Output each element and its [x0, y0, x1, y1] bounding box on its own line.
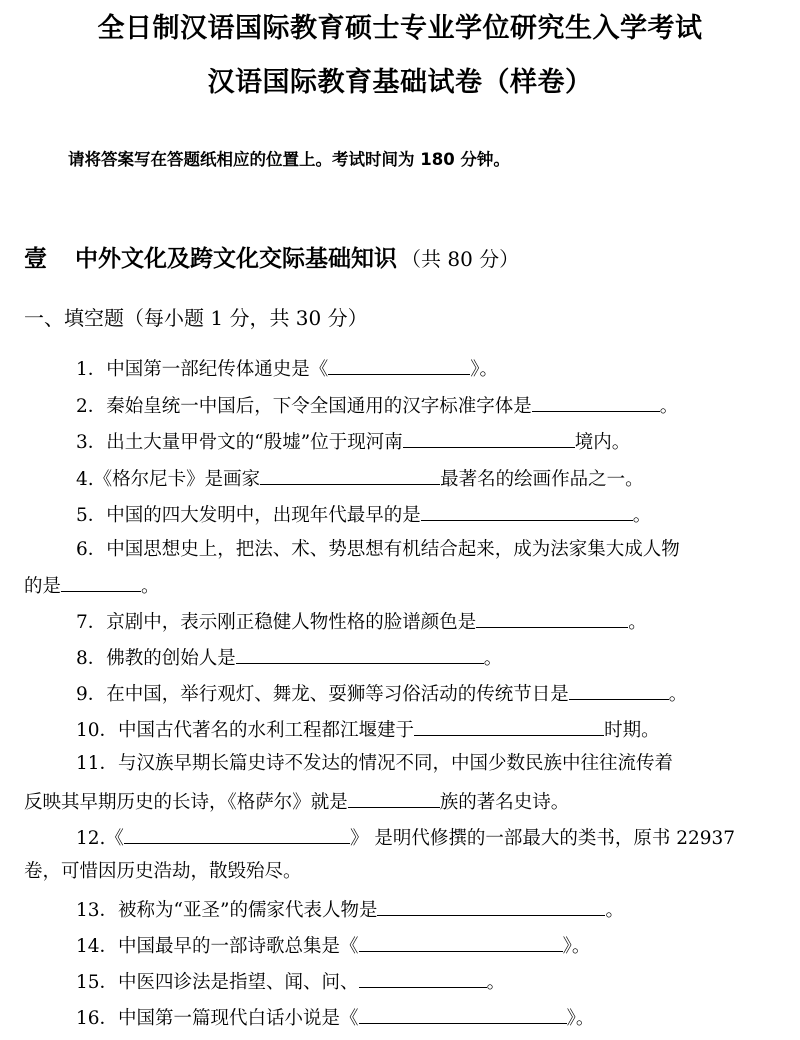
question-5: 5．中国的四大发明中，出现年代最早的是 。: [76, 501, 651, 528]
question-number: 12.: [76, 828, 106, 849]
paper-title: 汉语国际教育基础试卷（样卷）: [207, 67, 593, 98]
answer-blank[interactable]: [569, 680, 669, 700]
question-3: 3．出土大量甲骨文的“殷墟”位于现河南 境内。: [76, 428, 630, 455]
section-title: 中外文化及跨文化交际基础知识: [75, 246, 397, 272]
question-number: 5．: [76, 505, 107, 526]
question-15: 15．中医四诊法是指望、闻、问、 。: [76, 968, 505, 995]
answer-blank[interactable]: [377, 896, 605, 916]
question-16: 16．中国第一篇现代白话小说是《 》。: [76, 1004, 594, 1031]
question-number: 15．: [76, 972, 119, 993]
question-number: 16．: [76, 1008, 119, 1029]
question-number: 8．: [76, 648, 107, 669]
question-14: 14．中国最早的一部诗歌总集是《 》。: [76, 932, 590, 959]
question-number: 9．: [76, 684, 107, 705]
question-number: 6．: [76, 539, 107, 560]
answer-blank[interactable]: [476, 608, 628, 628]
answer-blank[interactable]: [348, 788, 440, 808]
question-12: 12.《 》 是明代修撰的一部最大的类书，原书 22937: [76, 824, 735, 851]
question-6: 6．中国思想史上，把法、术、势思想有机结合起来，成为法家集大成人物: [76, 539, 680, 560]
answer-blank[interactable]: [359, 932, 563, 952]
answer-blank[interactable]: [328, 355, 470, 375]
section-number: 壹: [24, 246, 47, 272]
question-number: 1．: [76, 359, 107, 380]
question-number: 2．: [76, 396, 107, 417]
section-score: （共 80 分）: [401, 247, 520, 271]
instructions: 请将答案写在答题纸相应的位置上。考试时间为 180 分钟。: [68, 150, 510, 169]
question-1: 1．中国第一部纪传体通史是《 》。: [76, 355, 498, 382]
question-10: 10．中国古代著名的水利工程都江堰建于 时期。: [76, 716, 660, 743]
answer-blank[interactable]: [359, 1004, 567, 1024]
question-number: 3．: [76, 432, 107, 453]
answer-blank[interactable]: [260, 465, 440, 485]
answer-blank[interactable]: [61, 572, 141, 592]
answer-blank[interactable]: [421, 501, 633, 521]
answer-blank[interactable]: [359, 968, 487, 988]
part-heading: 一、填空题（每小题 1 分，共 30 分）: [24, 306, 368, 330]
answer-blank[interactable]: [236, 644, 484, 664]
question-number: 13．: [76, 900, 119, 921]
question-12-continued: 卷，可惜因历史浩劫，散毁殆尽。: [24, 861, 302, 882]
question-7: 7．京剧中，表示刚正稳健人物性格的脸谱颜色是 。: [76, 608, 647, 635]
question-9: 9．在中国，举行观灯、舞龙、耍狮等习俗活动的传统节日是 。: [76, 680, 687, 707]
question-number: 11．: [76, 753, 119, 774]
answer-blank[interactable]: [414, 716, 604, 736]
question-number: 14．: [76, 936, 119, 957]
question-2: 2．秦始皇统一中国后，下令全国通用的汉字标准字体是 。: [76, 392, 678, 419]
exam-title: 全日制汉语国际教育硕士专业学位研究生入学考试: [97, 13, 703, 44]
section-heading: [24, 240, 519, 273]
answer-blank[interactable]: [124, 824, 350, 844]
question-8: 8．佛教的创始人是 。: [76, 644, 502, 671]
question-4: 4.《格尔尼卡》是画家 最著名的绘画作品之一。: [76, 465, 644, 492]
answer-blank[interactable]: [403, 428, 575, 448]
question-11-continued: 反映其早期历史的长诗，《格萨尔》就是 族的著名史诗。: [24, 788, 569, 815]
question-11: 11．与汉族早期长篇史诗不发达的情况不同，中国少数民族中往往流传着: [76, 753, 674, 774]
question-number: 10．: [76, 720, 119, 741]
question-number: 4.: [76, 469, 94, 490]
question-13: 13．被称为“亚圣”的儒家代表人物是 。: [76, 896, 624, 923]
question-6-continued: 的是 。: [24, 572, 160, 599]
question-number: 7．: [76, 612, 107, 633]
answer-blank[interactable]: [532, 392, 660, 412]
